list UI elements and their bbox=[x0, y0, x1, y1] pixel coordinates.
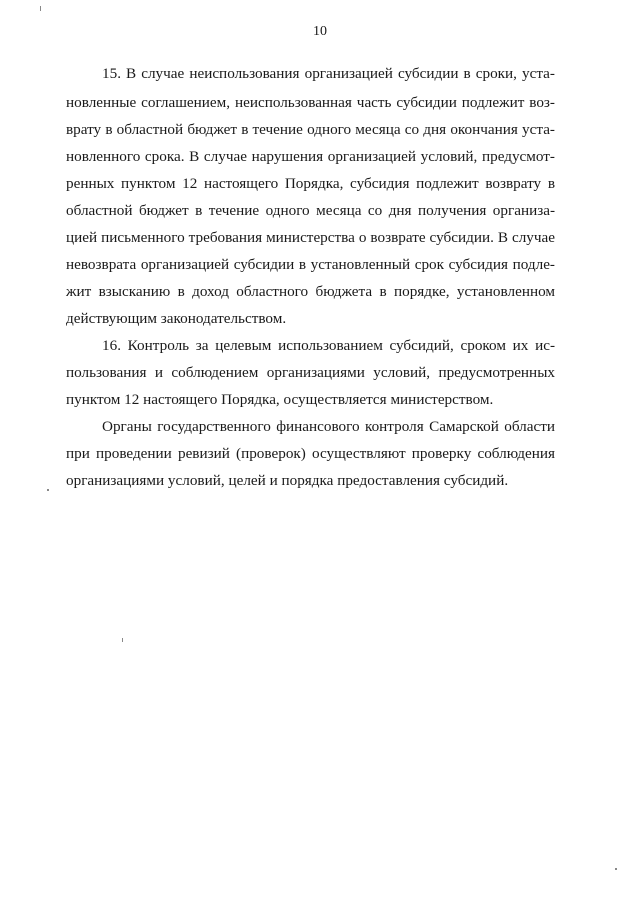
text-line: областной бюджет в течение одного месяца со дня получения организа- bbox=[66, 202, 555, 219]
text-line: 16. Контроль за целевым использованием субсидий, сроком их ис- bbox=[102, 337, 555, 354]
page-number: 10 bbox=[313, 24, 327, 39]
text-line: пользования и соблюдением организациями условий, предусмотренных bbox=[66, 364, 555, 381]
text-line: новленного срока. В случае нарушения организацией условий, предусмот- bbox=[66, 148, 555, 165]
text-line: организациями условий, целей и порядка предоставления субсидий. bbox=[66, 472, 509, 489]
scan-mark bbox=[40, 6, 41, 11]
text-line: врату в областной бюджет в течение одного месяца со дня окончания уста- bbox=[66, 121, 555, 138]
text-line: новленные соглашением, неиспользованная часть субсидии подлежит воз- bbox=[66, 94, 555, 111]
text-line: 15. В случае неиспользования организацией субсидии в сроки, уста- bbox=[102, 65, 555, 82]
text-line: Органы государственного финансового контроля Самарской области bbox=[102, 418, 555, 435]
scan-mark bbox=[122, 638, 123, 642]
text-line: при проведении ревизий (проверок) осуществляют проверку соблюдения bbox=[66, 445, 555, 462]
text-line: ренных пунктом 12 настоящего Порядка, субсидия подлежит возврату в bbox=[66, 175, 555, 192]
scan-mark bbox=[47, 489, 49, 491]
text-line: цией письменного требования министерства о возврате субсидии. В случае bbox=[66, 229, 555, 246]
text-line: жит взысканию в доход областного бюджета в порядке, установленном bbox=[66, 283, 555, 300]
text-line: пунктом 12 настоящего Порядка, осуществляется министерством. bbox=[66, 391, 494, 408]
text-line: невозврата организацией субсидии в установленный срок субсидия подле- bbox=[66, 256, 555, 273]
text-line: действующим законодательством. bbox=[66, 310, 287, 327]
scan-mark bbox=[615, 868, 617, 870]
